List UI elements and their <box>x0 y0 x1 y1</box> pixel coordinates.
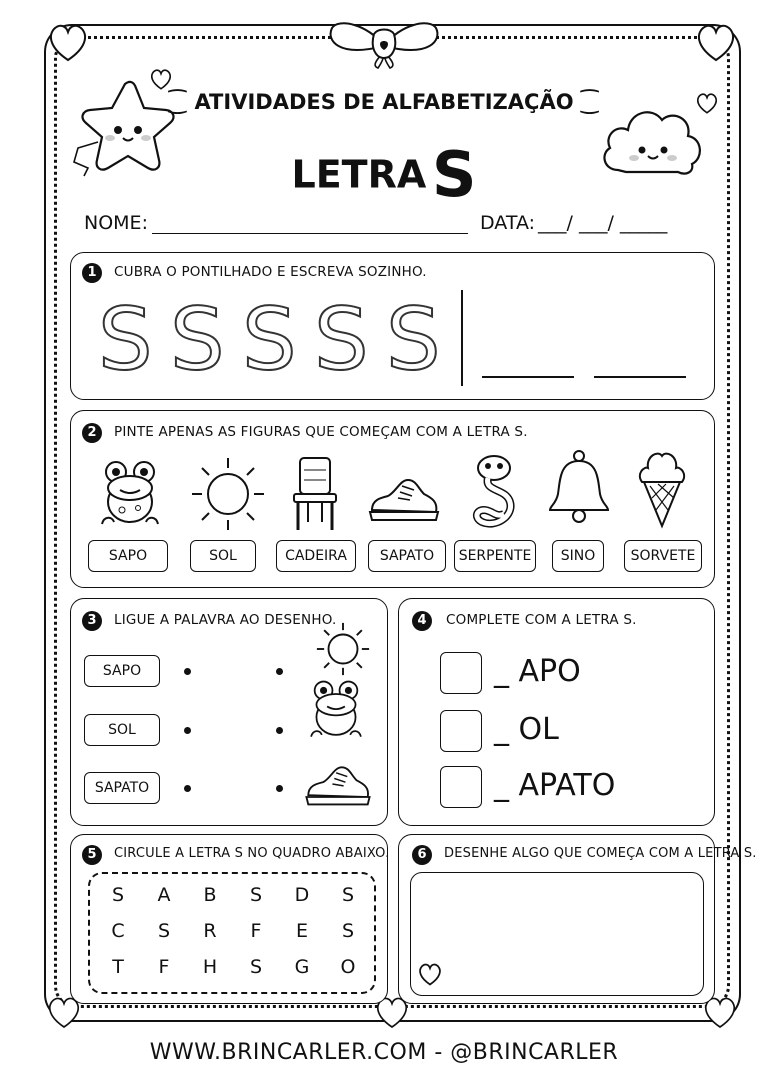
word-label: SOL <box>84 714 160 746</box>
word-label: SAPATO <box>84 772 160 804</box>
word-label: SAPO <box>84 655 160 687</box>
grid-letter[interactable]: O <box>340 956 356 978</box>
grid-letter[interactable]: S <box>249 884 263 906</box>
letter-box[interactable] <box>440 766 482 808</box>
complete-word: _ OL <box>494 712 559 747</box>
letter-heading: LETRA S <box>291 138 477 211</box>
dotted-trace-letter[interactable]: S <box>242 290 297 390</box>
snake-icon[interactable] <box>466 452 526 532</box>
frog-icon <box>304 678 368 742</box>
connect-dot[interactable] <box>184 785 191 792</box>
figure-label: SAPATO <box>368 540 446 572</box>
figure-label: SOL <box>190 540 256 572</box>
activity-3-number: 3 <box>82 611 102 631</box>
heart-icon <box>148 66 174 92</box>
big-letter: S <box>431 138 477 211</box>
activity-2-instruction: PINTE APENAS AS FIGURAS QUE COMEÇAM COM A LETRA S. <box>114 424 528 440</box>
connect-dot[interactable] <box>276 785 283 792</box>
activity-1-instruction: CUBRA O PONTILHADO E ESCREVA SOZINHO. <box>114 264 427 280</box>
figure-label: SAPO <box>88 540 168 572</box>
bell-icon[interactable] <box>546 448 612 524</box>
complete-word: _ APATO <box>494 768 616 803</box>
sun-icon <box>314 620 372 678</box>
shoe-icon[interactable] <box>368 470 440 526</box>
dotted-trace-letter[interactable]: S <box>170 290 225 390</box>
connect-dot[interactable] <box>184 668 191 675</box>
writing-line[interactable] <box>482 376 574 378</box>
bow-icon <box>318 14 450 78</box>
chair-icon[interactable] <box>290 454 340 534</box>
dotted-trace-letter[interactable]: S <box>386 290 441 390</box>
activity-1-number: 1 <box>82 263 102 283</box>
frog-icon[interactable] <box>94 458 166 530</box>
heart-icon <box>44 18 92 66</box>
divider <box>461 290 463 386</box>
activity-6-number: 6 <box>412 845 432 865</box>
ice-cream-icon[interactable] <box>636 446 688 530</box>
date-blank[interactable]: ___/ ___/ _____ <box>538 212 668 234</box>
grid-letter[interactable]: T <box>112 956 124 978</box>
dotted-trace-letter[interactable]: S <box>98 290 153 390</box>
footer-website: WWW.BRINCARLER.COM - @BRINCARLER <box>149 1040 619 1065</box>
worksheet-title: ⁐ ATIVIDADES DE ALFABETIZAÇÃO ⁐ <box>168 90 600 114</box>
complete-word: _ APO <box>494 654 581 689</box>
date-label: DATA: <box>480 212 536 234</box>
dotted-trace-letter[interactable]: S <box>314 290 369 390</box>
grid-letter[interactable]: G <box>294 956 310 978</box>
name-line[interactable] <box>152 233 468 234</box>
writing-line[interactable] <box>594 376 686 378</box>
grid-letter[interactable]: S <box>111 884 125 906</box>
grid-letter[interactable]: R <box>203 920 217 942</box>
grid-letter[interactable]: S <box>341 884 355 906</box>
grid-letter[interactable]: F <box>158 956 170 978</box>
activity-3-instruction: LIGUE A PALAVRA AO DESENHO. <box>114 612 337 628</box>
activity-5-instruction: CIRCULE A LETRA S NO QUADRO ABAIXO. <box>114 846 390 861</box>
heart-icon <box>416 960 444 988</box>
connect-dot[interactable] <box>184 727 191 734</box>
activity-4-instruction: COMPLETE COM A LETRA S. <box>446 612 637 628</box>
letter-box[interactable] <box>440 652 482 694</box>
figure-label: SINO <box>552 540 604 572</box>
grid-letter[interactable]: S <box>157 920 171 942</box>
letter-box[interactable] <box>440 710 482 752</box>
figure-label: SORVETE <box>624 540 702 572</box>
drawing-area[interactable] <box>410 872 704 996</box>
shoe-icon <box>304 758 372 810</box>
connect-dot[interactable] <box>276 668 283 675</box>
connect-dot[interactable] <box>276 727 283 734</box>
figure-label: CADEIRA <box>276 540 356 572</box>
grid-letter[interactable]: B <box>203 884 217 906</box>
grid-letter[interactable]: C <box>111 920 125 942</box>
activity-5-number: 5 <box>82 845 102 865</box>
activity-2-number: 2 <box>82 423 102 443</box>
grid-letter[interactable]: D <box>294 884 310 906</box>
activity-6-instruction: DESENHE ALGO QUE COMEÇA COM A LETRA S. <box>444 846 757 861</box>
sun-icon[interactable] <box>188 454 268 534</box>
grid-letter[interactable]: H <box>202 956 218 978</box>
grid-letter[interactable]: S <box>249 956 263 978</box>
grid-letter[interactable]: E <box>295 920 308 942</box>
grid-letter[interactable]: S <box>341 920 355 942</box>
figure-label: SERPENTE <box>454 540 536 572</box>
heart-icon <box>692 18 740 66</box>
name-label: NOME: <box>84 212 148 234</box>
grid-letter[interactable]: A <box>157 884 171 906</box>
activity-4-number: 4 <box>412 611 432 631</box>
grid-letter[interactable]: F <box>250 920 262 942</box>
